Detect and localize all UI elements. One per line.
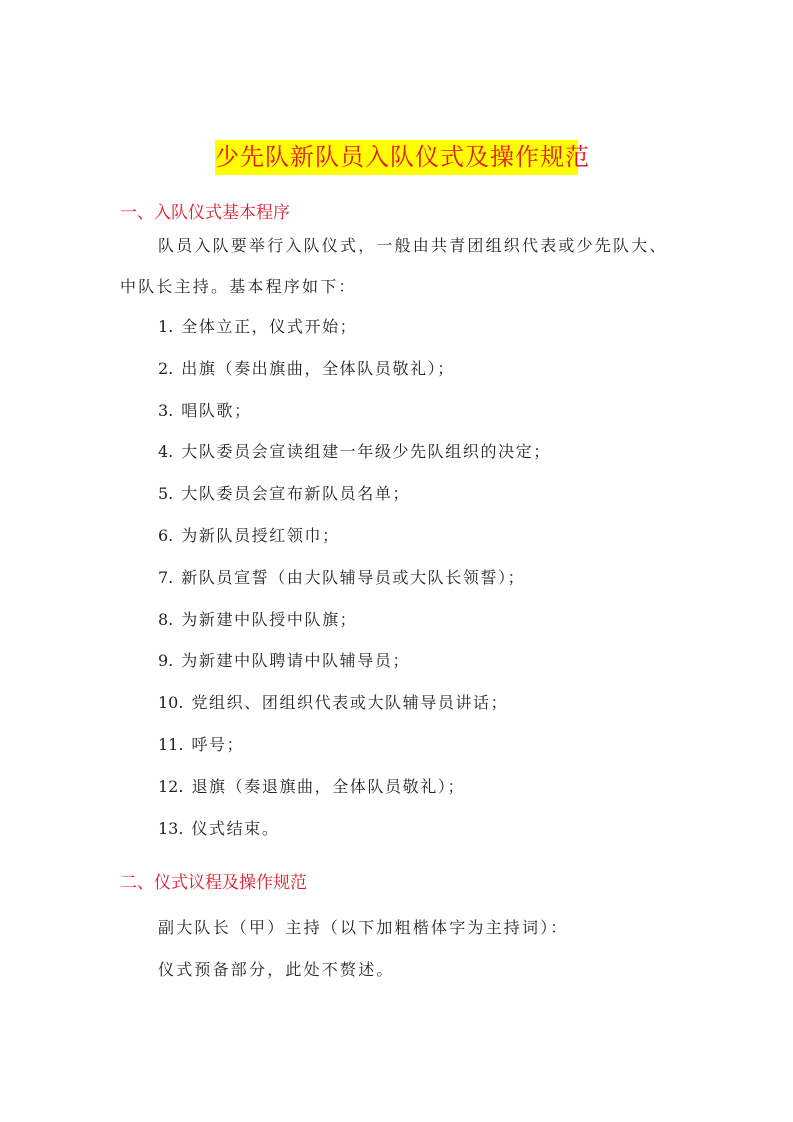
list-item [158,524,551,566]
list-item [158,608,551,650]
section-2-heading: 二、仪式议程及操作规范 [120,873,307,893]
list-item [158,315,551,357]
list-item [158,649,551,691]
step-number: 10. [158,693,184,713]
step-text: 唱队歌； [181,400,252,420]
step-text: 为新建中队聘请中队辅导员； [181,651,411,671]
step-number: 5. [158,484,174,504]
step-text: 为新队员授红领巾； [181,525,340,545]
step-number: 6. [158,525,174,545]
list-item [158,482,551,524]
list-item [158,817,551,859]
section-1-intro-line-1: 队员入队要举行入队仪式，一般由共青团组织代表或少先队大、 [158,236,668,255]
list-item [158,566,551,608]
step-number: 4. [158,442,174,462]
step-number: 12. [158,776,184,796]
step-text: 为新建中队授中队旗； [181,609,358,629]
step-text: 全体立正，仪式开始； [181,317,358,336]
section-2-paragraph-1: 副大队长（甲）主持（以下加粗楷体字为主持词）： [158,918,569,937]
list-item [158,775,551,817]
step-text: 退旗（奏退旗曲，全体队员敬礼）； [191,776,466,796]
list-item [158,691,551,733]
document-title: 少先队新队员入队仪式及操作规范 [215,140,578,175]
step-text: 大队委员会宣读组建一年级少先队组织的决定； [181,442,551,462]
step-number: 2. [158,358,174,378]
list-item [158,357,551,399]
list-item [158,399,551,441]
step-text: 新队员宣誓（由大队辅导员或大队长领誓）； [181,567,526,587]
step-text: 仪式结束。 [191,818,280,838]
step-number: 9. [158,651,174,671]
step-number: 13. [158,818,184,838]
step-text: 大队委员会宣布新队员名单； [181,484,411,504]
step-number: 7. [158,567,174,587]
step-text: 呼号； [191,734,245,754]
step-number: 1. [158,317,174,336]
step-text: 党组织、团组织代表或大队辅导员讲话； [191,693,509,713]
section-1-heading: 一、入队仪式基本程序 [120,203,290,223]
ceremony-steps-list [158,315,551,858]
step-text: 出旗（奏出旗曲，全体队员敬礼）； [181,358,455,378]
step-number: 11. [158,734,184,754]
section-2-paragraph-2: 仪式预备部分，此处不赘述。 [158,960,395,979]
step-number: 8. [158,609,174,629]
list-item [158,440,551,482]
section-1-intro-line-2: 中队长主持。基本程序如下： [120,277,357,296]
list-item [158,733,551,775]
step-number: 3. [158,400,174,420]
